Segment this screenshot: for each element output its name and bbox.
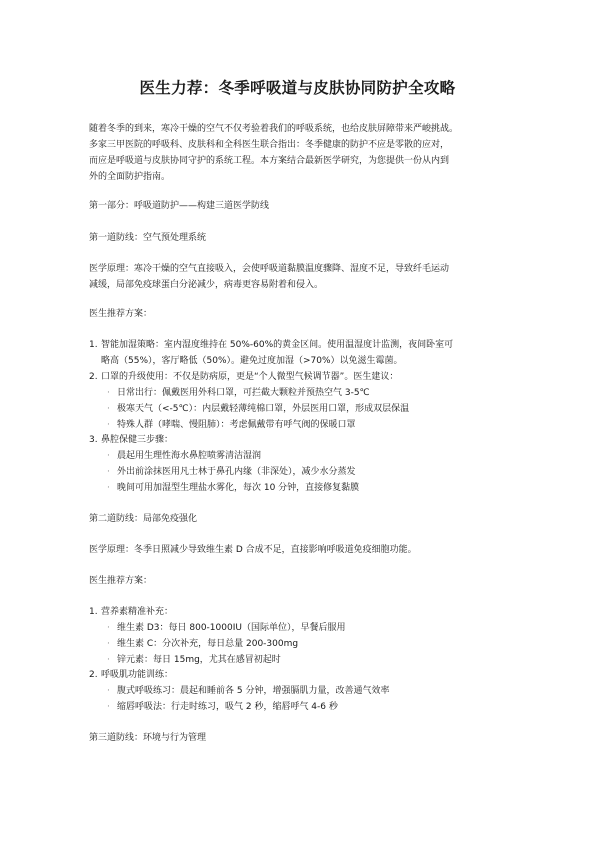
list-item-text: 智能加湿策略：室内湿度维持在 50%-60%的黄金区间。使用温湿度计监测，夜间卧室可 <box>101 340 454 350</box>
list-number: 3. <box>89 435 98 445</box>
sub-list-item <box>107 480 359 496</box>
list-number: 1. <box>89 607 98 617</box>
bullet-icon: · <box>107 702 110 712</box>
bullet-icon: · <box>107 655 110 665</box>
bullet-icon: · <box>107 467 110 477</box>
sub-list-text: 腹式呼吸练习：晨起和睡前各 5 分钟，增强膈肌力量，改善通气效率 <box>117 686 390 696</box>
list-item-text: 鼻腔保健三步骤： <box>101 435 174 445</box>
sub-list-item <box>107 385 370 401</box>
principle-paragraph-line1 <box>89 261 509 293</box>
sub-list-item <box>107 448 261 464</box>
intro-line: 随着冬季的到来，寒冷干燥的空气不仅考验着我们的呼吸系统，也给皮肤屏障带来严峻挑战。 <box>89 124 459 134</box>
bullet-icon: · <box>107 451 110 461</box>
principle-paragraph-line2: 医学原理：冬季日照减少导致维生素 D 合成不足，直接影响呼吸道免疫细胞功能。 <box>89 545 417 555</box>
list-item-humidify <box>89 337 519 369</box>
sub-list-item <box>107 652 281 668</box>
intro-line: 而应是呼吸道与皮肤协同守护的系统工程。本方案结合最新医学研究，为您提供一份从内到 <box>89 156 450 166</box>
sub-list-text: 维生素 D3：每日 800-1000IU（国际单位），早餐后服用 <box>117 623 346 633</box>
bullet-icon: · <box>107 420 110 430</box>
list-item-mask <box>89 369 519 385</box>
subsection-heading-line2: 第二道防线：局部免疫强化 <box>89 514 198 524</box>
intro-line: 多家三甲医院的呼吸科、皮肤科和全科医生联合指出：冬季健康的防护不应是零散的应对， <box>89 140 450 150</box>
bullet-icon: · <box>107 404 110 414</box>
sub-list-text: 维生素 C：分次补充，每日总量 200-300mg <box>117 639 299 649</box>
page-title: 医生力荐：冬季呼吸道与皮肤协同防护全攻略 <box>139 79 456 97</box>
sub-list-text: 特殊人群（哮喘、慢阻肺）：考虑佩戴带有呼气阀的保暖口罩 <box>117 420 356 430</box>
list-item-text-cont: 略高（55%），客厅略低（50%）。避免过度加湿（>70%）以免滋生霉菌。 <box>101 356 403 366</box>
list-item-text: 呼吸肌功能训练： <box>101 670 174 680</box>
list-item-nutrients <box>89 604 519 620</box>
list-item-breathing-training <box>89 667 519 683</box>
sub-list-item <box>107 699 338 715</box>
sub-list-text: 外出前涂抹医用凡士林于鼻孔内缘（非深处），减少水分蒸发 <box>117 467 356 477</box>
bullet-icon: · <box>107 639 110 649</box>
bullet-icon: · <box>107 388 110 398</box>
intro-paragraph <box>89 121 509 185</box>
sub-list-text: 极寒天气（<-5℃）：内层戴轻薄纯棉口罩，外层医用口罩，形成双层保温 <box>117 404 410 414</box>
recommendation-heading-line1: 医生推荐方案： <box>89 309 153 319</box>
sub-list-item <box>107 401 409 417</box>
sub-list-text: 锌元素：每日 15mg，尤其在感冒初起时 <box>117 655 281 665</box>
sub-list-item <box>107 620 345 636</box>
intro-line: 外的全面防护指南。 <box>89 172 171 182</box>
principle-line: 减缓，局部免疫球蛋白分泌减少，病毒更容易附着和侵入。 <box>89 280 324 290</box>
bullet-icon: · <box>107 623 110 633</box>
sub-list-item <box>107 683 389 699</box>
sub-list-text: 缩唇呼吸法：行走时练习，吸气 2 秒，缩唇呼气 4-6 秒 <box>117 702 338 712</box>
list-item-nasal-care <box>89 432 519 448</box>
sub-list-item <box>107 636 298 652</box>
list-item-text: 口罩的升级使用：不仅是防病原，更是“个人微型气候调节器”。医生建议： <box>101 372 399 382</box>
principle-line: 医学原理：寒冷干燥的空气直接吸入，会使呼吸道黏膜温度骤降、湿度不足，导致纤毛运动 <box>89 264 450 274</box>
sub-list-item <box>107 464 356 480</box>
list-number: 1. <box>89 340 98 350</box>
sub-list-text: 日常出行：佩戴医用外科口罩，可拦截大颗粒并预热空气 3-5℃ <box>117 388 370 398</box>
list-item-text: 营养素精准补充： <box>101 607 174 617</box>
sub-list-text: 晨起用生理性海水鼻腔喷雾清洁湿润 <box>117 451 262 461</box>
bullet-icon: · <box>107 483 110 493</box>
sub-list-item <box>107 417 356 433</box>
list-number: 2. <box>89 372 98 382</box>
bullet-icon: · <box>107 686 110 696</box>
sub-list-text: 晚间可用加湿型生理盐水雾化，每次 10 分钟，直接修复黏膜 <box>117 483 360 493</box>
subsection-heading-line1: 第一道防线：空气预处理系统 <box>89 233 207 243</box>
section-heading-part1: 第一部分：呼吸道防护——构建三道医学防线 <box>89 201 270 211</box>
recommendation-heading-line2: 医生推荐方案： <box>89 576 153 586</box>
list-number: 2. <box>89 670 98 680</box>
subsection-heading-line3: 第三道防线：环境与行为管理 <box>89 733 207 743</box>
